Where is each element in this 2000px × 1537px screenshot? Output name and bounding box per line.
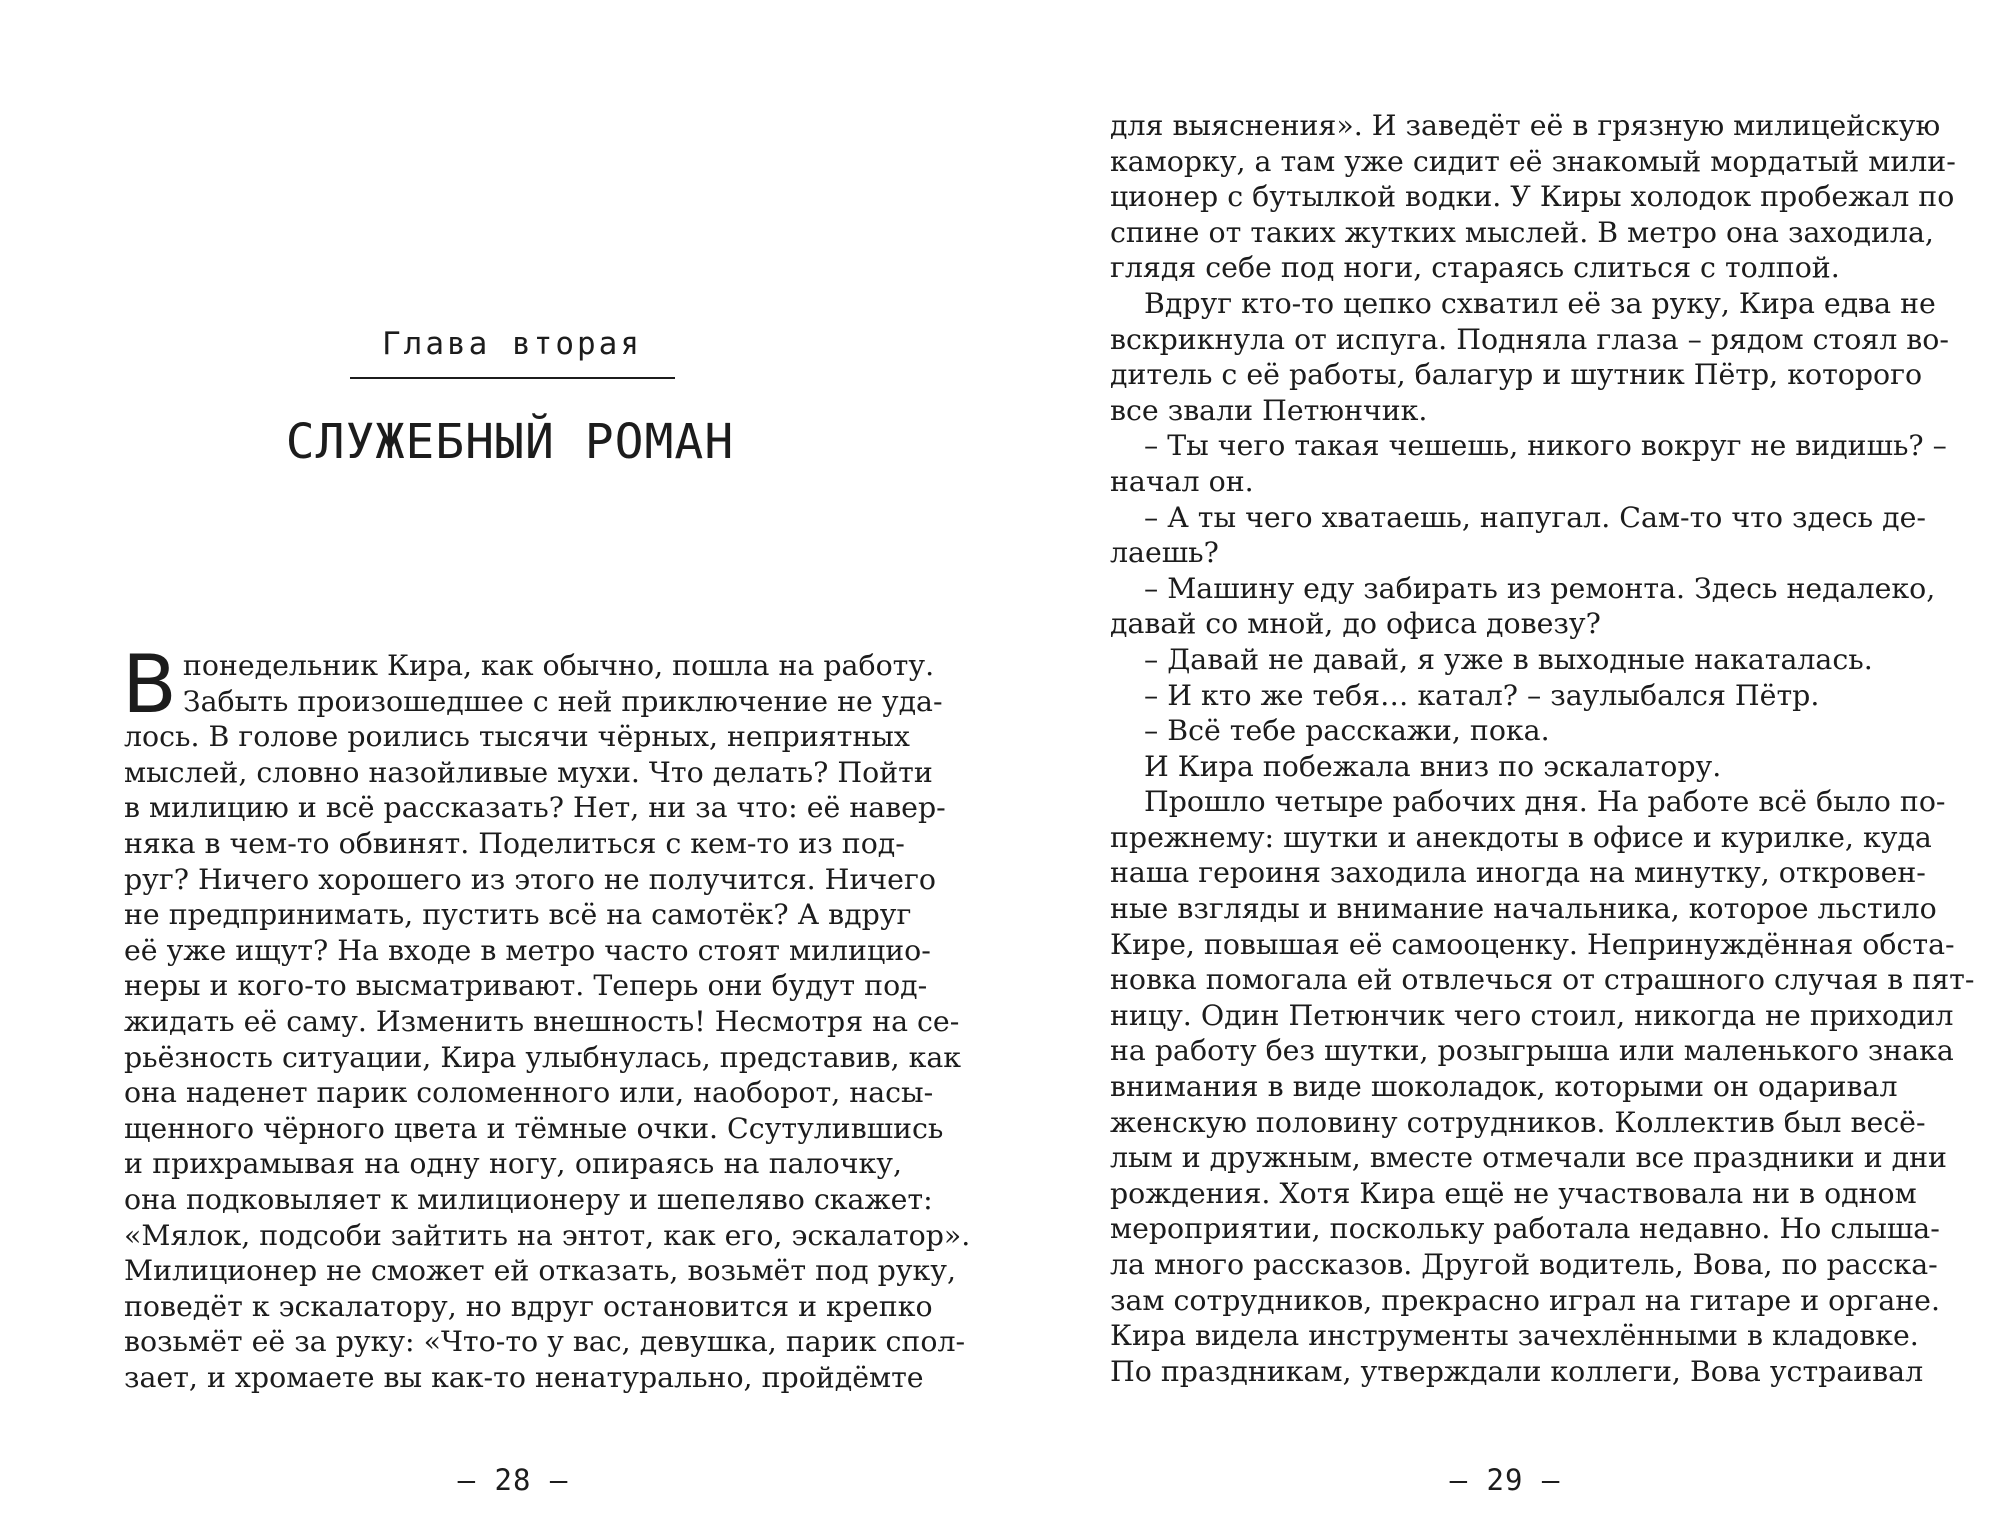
text-line: ные взгляды и внимание начальника, которое льстило: [1110, 892, 1937, 926]
page-number-right: — 29 —: [1449, 1463, 1561, 1497]
text-line: каморку, а там уже сидит её знакомый мордатый мили-: [1110, 144, 1956, 178]
text-line: внимания в виде шоколадок, которыми он одаривал: [1110, 1070, 1898, 1104]
text-line: ла много рассказов. Другой водитель, Вова, по расска-: [1110, 1248, 1938, 1281]
text-line: рьёзность ситуации, Кира улыбнулась, представив, как: [124, 1040, 962, 1074]
text-line: не предпринимать, пустить всё на самотёк? А вдруг: [124, 898, 912, 932]
text-line: все звали Петюнчик.: [1110, 393, 1428, 427]
text-line: зам сотрудников, прекрасно играл на гитаре и органе.: [1110, 1283, 1940, 1317]
text-line: жидать её саму. Изменить внешность! Несмотря на се-: [124, 1004, 960, 1038]
text-line: мероприятии, поскольку работала недавно. Но слыша-: [1110, 1212, 1940, 1246]
text-line: Кира видела инструменты зачехлёнными в кладовке.: [1110, 1319, 1919, 1353]
chapter-divider: [350, 377, 675, 379]
text-line: рождения. Хотя Кира ещё не участвовала ни в одном: [1110, 1176, 1917, 1210]
text-line: наша героиня заходила иногда на минутку, откровен-: [1110, 856, 1926, 890]
text-line: руг? Ничего хорошего из этого не получится. Ничего: [124, 862, 936, 896]
text-line: ницу. Один Петюнчик чего стоил, никогда не приходил: [1110, 998, 1954, 1032]
text-line: она наденет парик соломенного или, наоборот, насы-: [124, 1076, 934, 1110]
text-line: – И кто же тебя… катал? – заулыбался Пётр.: [1144, 678, 1820, 712]
text-line: – Всё тебе расскажи, пока.: [1144, 714, 1550, 748]
drop-cap: В: [122, 638, 177, 731]
chapter-label: Глава вторая: [382, 326, 642, 362]
text-line: на работу без шутки, розыгрыша или маленького знака: [1110, 1034, 1954, 1068]
text-line: Прошло четыре рабочих дня. На работе всё было по-: [1144, 785, 1946, 819]
text-line: неры и кого-то высматривают. Теперь они будут под-: [124, 969, 928, 1003]
text-line: зает, и хромаете вы как-то ненатурально, пройдёмте: [124, 1360, 924, 1394]
text-line: женскую половину сотрудников. Коллектив был весё-: [1110, 1105, 1926, 1139]
left-page-text: [122, 638, 971, 1395]
text-line: Милиционер не сможет ей отказать, возьмёт под руку,: [124, 1254, 956, 1288]
text-line: она подковыляет к милиционеру и шепеляво скажет:: [124, 1182, 933, 1216]
text-line: – Давай не давай, я уже в выходные накаталась.: [1144, 642, 1873, 676]
text-line: лаешь?: [1110, 536, 1219, 570]
right-page-text: [1110, 108, 1975, 1389]
text-line: и прихрамывая на одну ногу, опираясь на палочку,: [124, 1147, 902, 1181]
text-line: начал он.: [1110, 464, 1254, 498]
text-line: давай со мной, до офиса довезу?: [1110, 607, 1601, 641]
text-line: – Ты чего такая чешешь, никого вокруг не видишь? –: [1144, 429, 1947, 463]
text-line: спине от таких жутких мыслей. В метро она заходила,: [1110, 215, 1934, 249]
text-line: поведёт к эскалатору, но вдруг остановится и крепко: [124, 1289, 933, 1323]
text-line: – Машину еду забирать из ремонта. Здесь недалеко,: [1144, 571, 1936, 605]
text-line: – А ты чего хватаешь, напугал. Сам-то что здесь де-: [1144, 500, 1927, 534]
text-line: Вдруг кто-то цепко схватил её за руку, Кира едва не: [1144, 286, 1936, 320]
text-line: её уже ищут? На входе в метро часто стоят милицио-: [124, 933, 931, 967]
text-line: понедельник Кира, как обычно, пошла на работу.: [182, 649, 935, 682]
text-line: лым и дружным, вместе отмечали все праздники и дни: [1110, 1141, 1947, 1175]
page-number-left: — 28 —: [457, 1463, 569, 1497]
text-line: няка в чем-то обвинят. Поделиться с кем-то из под-: [124, 826, 905, 860]
text-line: вскрикнула от испуга. Подняла глаза – рядом стоял во-: [1110, 322, 1949, 356]
text-line: прежнему: шутки и анекдоты в офисе и курилке, куда: [1110, 820, 1932, 854]
text-line: мыслей, словно назойливые мухи. Что делать? Пойти: [124, 755, 933, 789]
text-line: возьмёт её за руку: «Что-то у вас, девушка, парик спол-: [124, 1325, 966, 1359]
text-line: глядя себе под ноги, стараясь слиться с толпой.: [1110, 251, 1840, 285]
text-line: ционер с бутылкой водки. У Киры холодок пробежал по: [1110, 180, 1955, 214]
text-line: новка помогала ей отвлечься от страшного случая в пят-: [1110, 963, 1975, 997]
text-line: И Кира побежала вниз по эскалатору.: [1144, 749, 1722, 783]
text-line: По праздникам, утверждали коллеги, Вова устраивал: [1110, 1354, 1924, 1388]
text-line: в милицию и всё рассказать? Нет, ни за что: её навер-: [124, 791, 946, 825]
chapter-title: СЛУЖЕБНЫЙ РОМАН: [285, 414, 735, 470]
text-line: Забыть произошедшее с ней приключение не уда-: [182, 684, 943, 718]
text-line: лось. В голове роились тысячи чёрных, неприятных: [124, 720, 910, 754]
text-line: «Мялок, подсоби зайтить на энтот, как его, эскалатор».: [124, 1218, 971, 1252]
text-line: Кире, повышая её самооценку. Непринуждённая обста-: [1110, 927, 1955, 961]
text-line: щенного чёрного цвета и тёмные очки. Ссутулившись: [124, 1111, 944, 1145]
text-line: для выяснения». И заведёт её в грязную милицейскую: [1110, 109, 1941, 142]
text-line: дитель с её работы, балагур и шутник Пётр, которого: [1110, 358, 1923, 392]
